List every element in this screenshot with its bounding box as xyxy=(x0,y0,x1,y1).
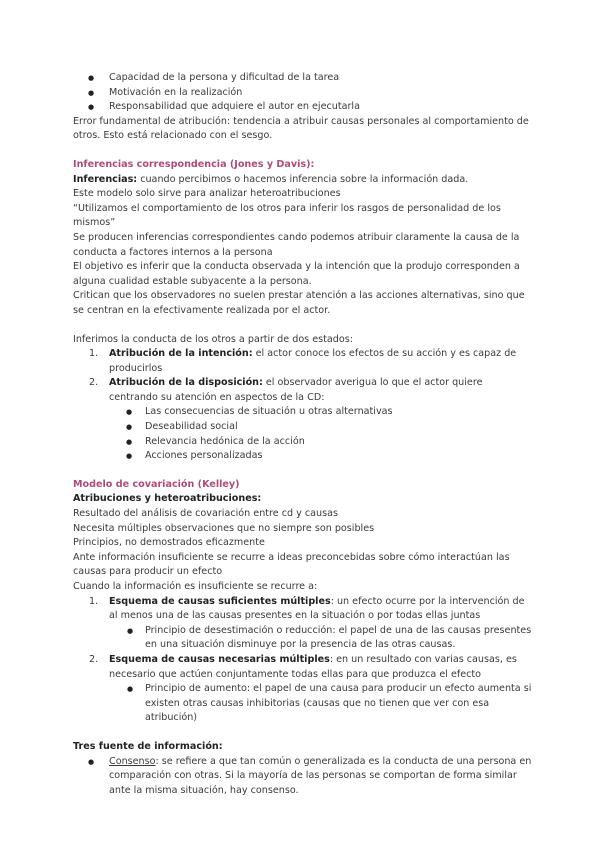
disposicion-sub-list xyxy=(73,405,533,463)
numbered-item xyxy=(73,653,533,726)
list-item: ● Relevancia hedónica de la acción xyxy=(73,435,533,450)
paragraph: Critican que los observadores no suelen prestar atención a las acciones alternativas, sino que se centran en la efectivamente realizada por el actor. xyxy=(73,290,525,316)
item-number: 2. xyxy=(89,377,99,389)
paragraph: “Utilizamos el comportamiento de los otros para inferir los rasgos de personalidad de los mismos” xyxy=(73,202,501,229)
list-item: ● Deseabilidad social xyxy=(73,420,533,435)
kelley-subheading: Atribuciones y heteroatribuciones: xyxy=(73,493,262,505)
paragraph: Este modelo solo sirve para analizar heteroatribuciones xyxy=(73,188,341,200)
list-item: ● Capacidad de la persona y dificultad de la tarea xyxy=(73,71,533,86)
item-number: 2. xyxy=(89,653,99,665)
list-item: ● Responsabilidad que adquiere el autor en ejecutarla xyxy=(73,100,533,115)
definition-text: cuando percibimos o hacemos inferencia sobre la información dada. xyxy=(137,173,469,185)
esquemas-list xyxy=(73,595,533,726)
inferencias-heading: Inferencias correspondencia (Jones y Davis): xyxy=(73,158,315,170)
list-item: ● Principio de desestimación o reducción: el papel de una de las causas presentes en una situación disminuye por la presencia de las otras causas. xyxy=(73,624,533,653)
list-item: ● Acciones personalizadas xyxy=(73,449,533,464)
intro-bullet-list xyxy=(73,71,533,115)
estados-list xyxy=(73,347,533,405)
numbered-item xyxy=(73,347,533,376)
list-item: ● Las consecuencias de situación u otras alternativas xyxy=(73,405,533,420)
item-label: Atribución de la disposición: xyxy=(109,377,263,389)
paragraph: Se producen inferencias correspondientes cando podemos atribuir claramente la causa de la conducta a factores internos a la persona xyxy=(73,231,520,258)
item-text: el observador averigua lo que el actor quiere centrando su atención en aspectos de la CD: xyxy=(109,377,483,403)
item-text: : un efecto ocurre por la intervención de al menos una de las causas presentes en la situación o por todas ellas juntas xyxy=(109,595,525,622)
numbered-item xyxy=(73,595,533,653)
item-label: Esquema de causas necesarias múltiples xyxy=(109,653,330,665)
fuentes-list xyxy=(73,755,533,799)
kelley-heading: Modelo de covariación (Kelley) xyxy=(73,478,240,490)
item-number: 1. xyxy=(89,595,99,607)
fuentes-heading: Tres fuente de información: xyxy=(73,740,223,752)
list-item: ● Principio de aumento: el papel de una causa para producir un efecto aumenta si existen otras causas inhibitorias (causas que no tienen que ver con esa atribución) xyxy=(73,682,533,726)
paragraph: Resultado del análisis de covariación entre cd y causas xyxy=(73,508,338,520)
numbered-item xyxy=(73,376,533,405)
item-number: 1. xyxy=(89,348,99,360)
sub-list xyxy=(109,624,533,653)
sub-list xyxy=(109,682,533,726)
inferencias-definition xyxy=(73,173,533,188)
document-content xyxy=(73,71,533,798)
error-fundamental-paragraph: Error fundamental de atribución: tendencia a atribuir causas personales al comportamiento de otros. Esto está relacionado con el sesgo. xyxy=(73,115,529,142)
estados-intro: Inferimos la conducta de los otros a partir de dos estados: xyxy=(73,333,353,345)
term-label: Consenso xyxy=(109,755,156,767)
paragraph: El objetivo es inferir que la conducta observada y la intención que la produjo corresponden a alguna cualidad estable subyacente a la persona. xyxy=(73,261,520,287)
paragraph: Cuando la información es insuficiente se recurre a: xyxy=(73,581,318,592)
term-text: : se refiere a que tan común o generalizada es la conducta de una persona en comparación con otras. Si la mayoría de las personas se comportan de forma similar ante la misma situación, hay consenso. xyxy=(109,755,532,796)
paragraph: Necesita múltiples observaciones que no siempre son posibles xyxy=(73,522,375,534)
paragraph: Principios, no demostrados eficazmente xyxy=(73,537,265,549)
item-text: el actor conoce los efectos de su acción y es capaz de producirlos xyxy=(109,348,517,374)
paragraph: Ante información insuficiente se recurre a ideas preconcebidas sobre cómo interactúan las causas para producir un efecto xyxy=(73,551,510,578)
item-label: Atribución de la intención: xyxy=(109,348,253,360)
item-text: : en un resultado con varias causas, es necesario que actúen conjuntamente todas ellas para que produzca el efecto xyxy=(109,653,517,680)
item-label: Esquema de causas suficientes múltiples xyxy=(109,595,331,607)
list-item xyxy=(73,755,533,799)
list-item: ● Motivación en la realización xyxy=(73,86,533,101)
definition-label: Inferencias: xyxy=(73,173,138,185)
